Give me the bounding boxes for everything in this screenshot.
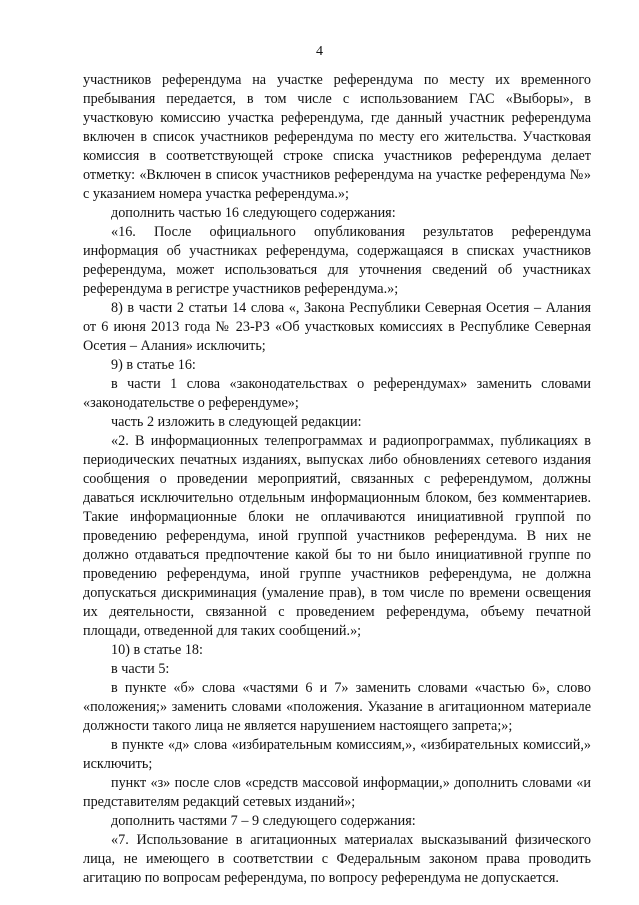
paragraph: дополнить частью 16 следующего содержания: [111, 205, 396, 221]
paragraph: в части 1 слова «законодательствах о референдумах» заменить словами «законодательстве о референдуме»; [83, 376, 591, 411]
paragraph: в части 5: [111, 661, 170, 677]
paragraph: пункт «з» после слов «средств массовой информации,» дополнить словами «и представителям редакций сетевых изданий»; [83, 775, 591, 810]
paragraph: в пункте «д» слова «избирательным комиссиям,», «избирательных комиссий,» исключить; [83, 737, 591, 772]
paragraph: «7. Использование в агитационных материалах высказываний физического лица, не имеющего в соответствии с Федеральным законом права проводить агитацию по вопросам референдума, по вопросу референдума не допускается. [83, 832, 591, 886]
paragraph: «2. В информационных телепрограммах и радиопрограммах, публикациях в периодических печатных изданиях, выпусках либо обновлениях сетевого издания сообщения о проведении мероприятий, связанных с референдумом, должны даваться исключительно отдельным информационным блоком, без комментариев. Такие информационные блоки не оплачиваются инициативной группой по проведению референдума, иной группой участников референдума. В них не должно отдаваться предпочтение какой бы то ни было инициативной группе по проведению референдума, иной группе участников референдума, не должна допускаться дискриминация (умаление прав), в том числе по времени освещения их деятельности, связанной с проведением референдума, объему печатной площади, отведенной для таких сообщений.»; [83, 433, 591, 639]
page-number: 4 [316, 44, 323, 59]
paragraph: дополнить частями 7 – 9 следующего содержания: [111, 813, 416, 829]
paragraph: 9) в статье 16: [111, 357, 196, 373]
paragraph: часть 2 изложить в следующей редакции: [111, 414, 362, 430]
paragraph: участников референдума на участке референдума по месту их временного пребывания передается, в том числе с использованием ГАС «Выборы», в участковую комиссию участка референдума, где данный участник референдума включен в список участников референдума по месту его жительства. Участковая комиссия в соответствующей строке списка участников референдума делает отметку: «Включен в список участников референдума на участке референдума №» с указанием номера участка референдума.»; [83, 72, 591, 202]
paragraph: в пункте «б» слова «частями 6 и 7» заменить словами «частью 6», слово «положения;» заменить словами «положения. Указание в агитационном материале должности такого лица не является нарушением настоящего запрета;»; [83, 680, 591, 734]
document-body [83, 71, 591, 888]
paragraph: 10) в статье 18: [111, 642, 203, 658]
paragraph: 8) в части 2 статьи 14 слова «, Закона Республики Северная Осетия – Алания от 6 июня 2013 года № 23-РЗ «Об участковых комиссиях в Республике Северная Осетия – Алания» исключить; [83, 300, 591, 354]
paragraph: «16. После официального опубликования результатов референдума информация об участниках референдума, содержащаяся в списках участников референдума, может использоваться для уточнения сведений об участниках референдума в регистре участников референдума.»; [83, 224, 591, 297]
